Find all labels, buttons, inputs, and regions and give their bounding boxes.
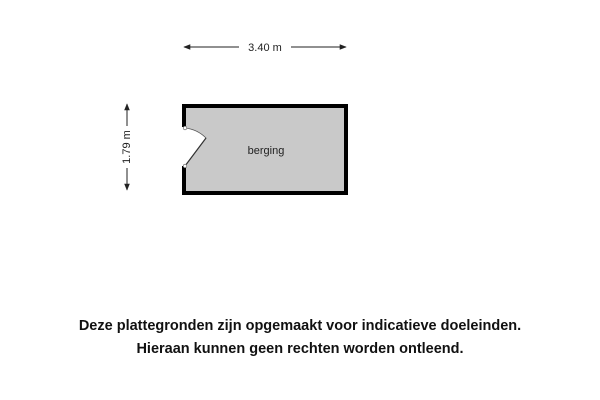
height-dimension-label: 1.79 m <box>120 130 133 164</box>
door-jamb-bottom <box>183 164 187 168</box>
door-jamb-top <box>183 126 187 130</box>
height-dimension <box>121 104 133 190</box>
width-dimension <box>184 42 346 54</box>
room-berging <box>181 104 348 195</box>
width-dimension-label: 3.40 m <box>248 42 282 54</box>
disclaimer-line-2: Hieraan kunnen geen rechten worden ontleend. <box>136 341 464 357</box>
room-label: berging <box>247 145 285 157</box>
disclaimer-line-1: Deze plattegronden zijn opgemaakt voor indicatieve doeleinden. <box>78 318 522 334</box>
